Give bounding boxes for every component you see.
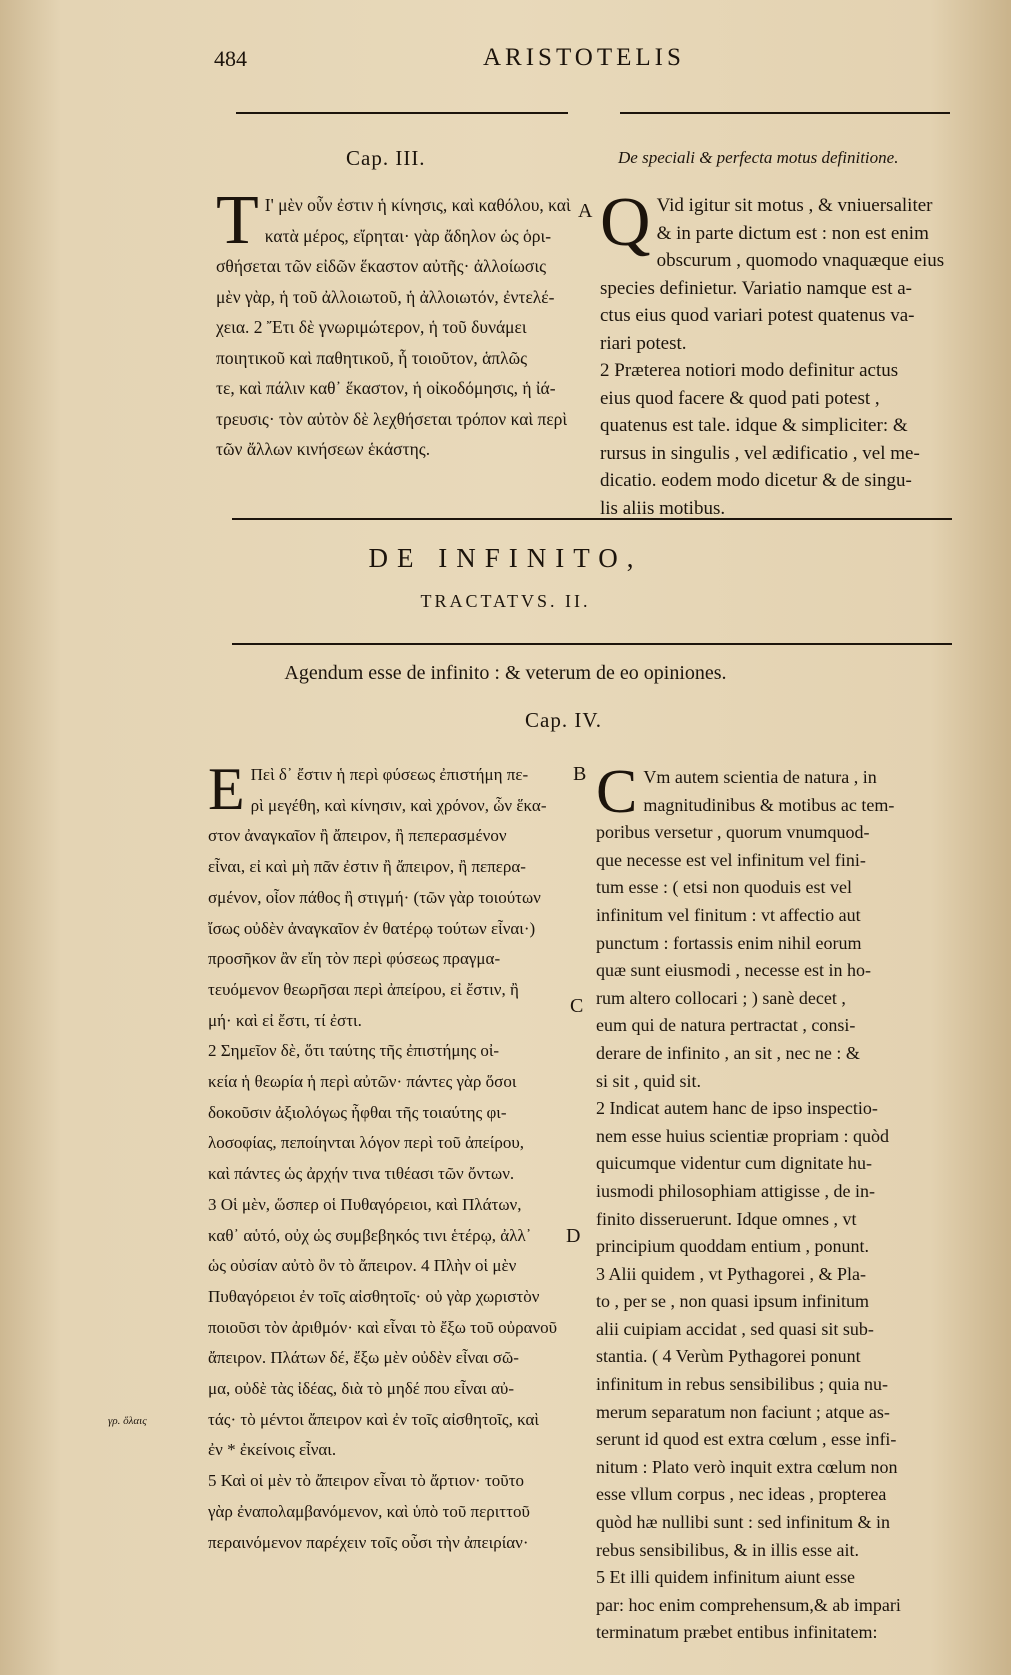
latin-line: quicumque videntur cum dignitate hu-	[596, 1153, 872, 1174]
latin-column-2	[596, 758, 958, 1647]
greek-line: 5 Καὶ οἱ μὲν τὸ ἄπειρον εἶναι τὸ ἄρτιον· τοῦτο	[208, 1471, 525, 1491]
greek-line: περαινόμενον παρέχειν τοῖς οὖσι τὴν ἀπειρίαν·	[208, 1532, 529, 1552]
latin-line: lis aliis motibus.	[600, 497, 726, 519]
section-title: DE INFINITO,	[368, 543, 643, 573]
margin-note: γρ. ὅλαις	[108, 1415, 147, 1427]
greek-line: ἄπειρον. Πλάτων δέ, ἔξω μὲν οὐδὲν εἶναι σῶ-	[208, 1348, 519, 1368]
greek-line: δοκοῦσιν ἀξιολόγως ἧφθαι τῆς τοιαύτης φι-	[208, 1102, 507, 1122]
latin-line: esse vllum corpus , nec ideas , propterea	[596, 1484, 887, 1505]
greek-line: ποιοῦσι τὸν ἀριθμόν· καὶ εἶναι τὸ ἔξω τοῦ οὐρανοῦ	[208, 1317, 558, 1337]
greek-line: τῶν ἄλλων κινήσεων ἑκάστης.	[216, 439, 431, 459]
latin-line: 2 Præterea notiori modo definitur actus	[600, 360, 899, 381]
latin-line: quæ sunt eiusmodi , necesse est in ho-	[596, 960, 871, 981]
greek-line: τρευσις· τὸν αὐτὸν δὲ λεχθήσεται τρόπον καὶ περὶ	[216, 408, 568, 429]
latin-line: 2 Indicat autem hanc de ipso inspectio-	[596, 1098, 878, 1119]
margin-letter-d: D	[566, 1225, 581, 1247]
greek-line: καθ᾽ αὑτό, οὐχ ὡς συμβεβηκός τινι ἑτέρῳ, ἀλλ᾽	[208, 1225, 532, 1245]
drop-cap-latin: Q	[600, 184, 651, 261]
greek-column-2	[208, 756, 573, 1558]
latin-line: eum qui de natura pertractat , consi-	[596, 1015, 856, 1036]
latin-line: quatenus est tale. idque & simpliciter: &	[600, 415, 908, 436]
latin-line: Vm autem scientia de natura , in	[643, 767, 877, 787]
latin-line: riari potest.	[600, 332, 687, 354]
greek-line: ποιητικοῦ καὶ παθητικοῦ, ἧ τοιοῦτον, ἁπλῶς	[216, 347, 528, 368]
margin-letter-b: B	[573, 763, 587, 785]
latin-line: rebus sensibilibus, & in illis esse ait.	[596, 1539, 859, 1560]
page-number: 484	[214, 46, 247, 71]
latin-line: 3 Alii quidem , vt Pythagorei , & Pla-	[596, 1263, 866, 1284]
greek-line: Πυθαγόρειοι ἐν τοῖς αἰσθητοῖς· οὐ γὰρ χωριστὸν	[208, 1286, 540, 1306]
latin-line: dicatio. eodem modo dicetur & de singu-	[600, 470, 912, 491]
greek-line: καὶ πάντες ὡς ἀρχήν τινα τιθέασι τῶν ὄντων.	[208, 1164, 515, 1184]
latin-column-1	[600, 184, 955, 522]
greek-line: κατὰ μέρος, εἴρηται· γὰρ ἄδηλον ὡς ὁρι-	[264, 225, 552, 246]
greek-line: εἶναι, εἰ καὶ μὴ πᾶν ἐστιν ἢ ἄπειρον, ἢ πεπερα-	[208, 857, 526, 877]
greek-line: γὰρ ἐναπολαμβανόμενον, καὶ ὑπὸ τοῦ περιττοῦ	[208, 1501, 530, 1521]
latin-line: si sit , quid sit.	[596, 1070, 702, 1091]
greek-line: μή· καὶ εἰ ἔστι, τί ἐστι.	[208, 1010, 362, 1030]
running-title: ARISTOTELIS	[483, 44, 685, 71]
latin-line: derare de infinito , an sit , nec ne : &	[596, 1042, 860, 1063]
latin-line: que necesse est vel infinitum vel fini-	[596, 849, 866, 870]
greek-line: ἐν * ἐκείνοις εἶναι.	[208, 1440, 337, 1460]
drop-cap-greek: T	[216, 182, 259, 259]
greek-line: 3 Οἱ μὲν, ὥσπερ οἱ Πυθαγόρειοι, καὶ Πλάτων,	[208, 1194, 522, 1214]
greek-line: μα, οὐδὲ τὰς ἰδέας, διὰ τὸ μηδέ που εἶναι αὐ-	[208, 1379, 515, 1399]
section-subtitle: TRACTATVS. II.	[420, 591, 591, 611]
margin-letter-a: A	[578, 200, 593, 222]
greek-line: μὲν γὰρ, ἡ τοῦ ἀλλοιωτοῦ, ἡ ἀλλοιωτόν, ἐντελέ-	[216, 286, 555, 307]
latin-line: Vid igitur sit motus , & vniuersaliter	[656, 195, 933, 216]
latin-line: stantia. ( 4 Verùm Pythagorei ponunt	[596, 1346, 861, 1367]
greek-line: τε, καὶ πάλιν καθ᾽ ἕκαστον, ἡ οἰκοδόμησις, ἡ ἰά-	[216, 378, 556, 398]
chapter-label: Cap. III.	[346, 146, 426, 170]
greek-line: χεια. 2 Ἔτι δὲ γνωριμώτερον, ἡ τοῦ δυνάμει	[216, 317, 527, 337]
latin-line: rursus in singulis , vel ædificatio , vel me-	[600, 442, 920, 464]
latin-line: quòd hæ nullibi sunt : sed infinitum & in	[596, 1512, 891, 1533]
section-caption: Agendum esse de infinito : & veterum de eo opiniones.	[284, 662, 727, 684]
margin-letter-c: C	[570, 995, 584, 1017]
greek-line: ρὶ μεγέθη, καὶ κίνησιν, καὶ χρόνον, ὧν ἕκα-	[250, 795, 547, 815]
latin-line: species definietur. Variatio namque est a-	[600, 277, 912, 299]
greek-line: τάς· τὸ μέντοι ἄπειρον καὶ ἐν τοῖς αἰσθητοῖς, καὶ	[208, 1409, 540, 1429]
latin-line: infinitum vel finitum : vt affectio aut	[596, 904, 861, 925]
latin-line: iusmodi philosophiam attigisse , de in-	[596, 1180, 875, 1201]
latin-line: serunt id quod est extra cœlum , esse infi-	[596, 1429, 897, 1450]
latin-line: & in parte dictum est : non est enim	[656, 222, 929, 244]
latin-line: obscurum , quomodo vnaquæque eius	[656, 250, 945, 271]
greek-line: ἴσως οὐδὲν ἀναγκαῖον ἐν θατέρῳ τούτων εἶναι·)	[208, 918, 536, 938]
greek-line: Ι' μὲν οὖν ἐστιν ἡ κίνησις, καὶ καθόλου, καὶ	[264, 195, 571, 215]
greek-line: ὡς οὐσίαν αὐτὸ ὂν τὸ ἄπειρον. 4 Πλὴν οἱ μὲν	[208, 1256, 517, 1276]
latin-line: magnitudinibus & motibus ac tem-	[643, 794, 895, 815]
latin-line: terminatum præbet entibus infinitatem:	[596, 1622, 878, 1643]
latin-line: alii cuipiam accidat , sed quasi sit sub-	[596, 1318, 874, 1339]
latin-line: rum altero collocari ; ) sanè decet ,	[596, 987, 846, 1008]
greek-line: 2 Σημεῖον δὲ, ὅτι ταύτης τῆς ἐπιστήμης οἰ-	[208, 1041, 500, 1061]
greek-line: σθήσεται τῶν εἰδῶν ἕκαστον αὐτῆς· ἀλλοίωσις	[216, 256, 547, 276]
latin-line: infinitum in rebus sensibilibus ; quia nu-	[596, 1374, 888, 1395]
chapter-title: De speciali & perfecta motus definitione.	[618, 148, 899, 167]
latin-line: eius quod facere & quod pati potest ,	[600, 387, 880, 409]
rule-right	[620, 112, 950, 114]
latin-line: finito disseruerunt. Idque omnes , vt	[596, 1208, 857, 1229]
greek-line: στον ἀναγκαῖον ἢ ἄπειρον, ἢ πεπερασμένον	[208, 826, 507, 846]
drop-cap-latin-2: C	[596, 758, 638, 826]
rule-left	[236, 112, 568, 114]
greek-line: προσῆκον ἂν εἴη τὸν περὶ φύσεως πραγμα-	[208, 949, 501, 969]
drop-cap-greek-2: E	[208, 756, 245, 822]
greek-line: λοσοφίας, πεποίηνται λόγον περὶ τοῦ ἀπείρου,	[208, 1133, 525, 1153]
latin-line: punctum : fortassis enim nihil eorum	[596, 932, 862, 953]
greek-line: τευόμενον θεωρῆσαι περὶ ἀπείρου, εἰ ἔστιν, ἢ	[208, 979, 519, 999]
latin-line: nem esse huius scientiæ propriam : quòd	[596, 1125, 889, 1146]
rule-section	[232, 518, 952, 520]
latin-line: merum separatum non faciunt ; atque as-	[596, 1401, 890, 1422]
latin-line: nitum : Plato verò inquit extra cœlum non	[596, 1456, 898, 1477]
latin-line: tum esse : ( etsi non quoduis est vel	[596, 877, 852, 898]
chapter-label-4: Cap. IV.	[525, 708, 603, 732]
greek-column-1	[216, 182, 571, 465]
greek-line: κεία ἡ θεωρία ἡ περὶ αὐτῶν· πάντες γὰρ ὅσοι	[208, 1072, 517, 1092]
latin-line: principium quoddam entium , ponunt.	[596, 1236, 869, 1257]
latin-line: 5 Et illi quidem infinitum aiunt esse	[596, 1567, 855, 1588]
latin-line: poribus versetur , quorum vnumquod-	[596, 822, 870, 843]
latin-line: to , per se , non quasi ipsum infinitum	[596, 1291, 869, 1312]
latin-line: par: hoc enim comprehensum,& ab impari	[596, 1594, 901, 1615]
latin-line: ctus eius quod variari potest quatenus va-	[600, 305, 915, 326]
rule-subtitle	[232, 643, 952, 645]
greek-line: σμένον, οἷον πάθος ἢ στιγμή· (τῶν γὰρ τοιούτων	[208, 887, 541, 907]
greek-line: Πεὶ δ᾽ ἔστιν ἡ περὶ φύσεως ἐπιστήμη πε-	[250, 765, 529, 784]
